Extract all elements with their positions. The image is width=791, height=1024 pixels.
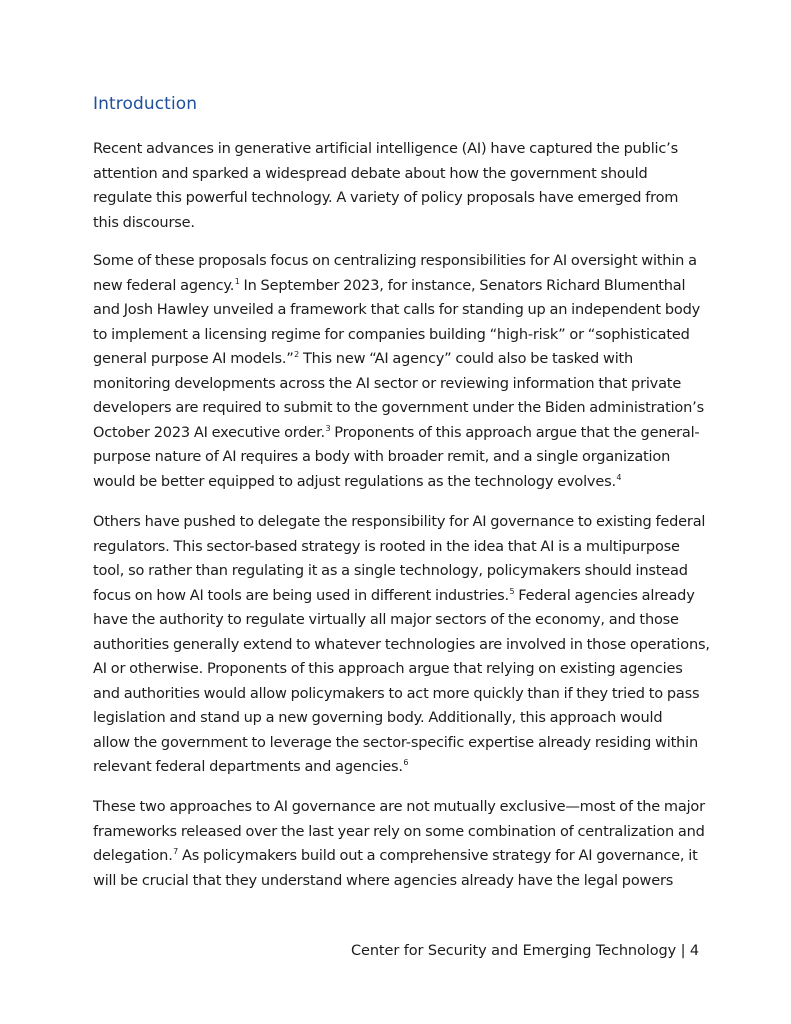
text-run: legislation and stand up a new governing body. Additionally, this approach would [93, 709, 663, 727]
text-run: would be better equipped to adjust regulations as the technology evolves. [93, 472, 616, 490]
text-run: monitoring developments across the AI sector or reviewing information that private [93, 374, 682, 392]
text-line [93, 421, 703, 446]
text-line [93, 633, 710, 658]
footnote-marker: 3 [325, 423, 331, 433]
text-run: this discourse. [93, 213, 195, 231]
text-run: purpose nature of AI requires a body with broader remit, and a single organization [93, 448, 671, 466]
text-run: Recent advances in generative artificial intelligence (AI) have captured the public’s [93, 140, 678, 157]
text-run: developers are required to submit to the government under the Biden administration’s [93, 399, 704, 417]
text-run: tool, so rather than regulating it as a single technology, policymakers should instead [93, 562, 688, 580]
footnote-marker: 1 [234, 276, 240, 286]
text-run: regulate this powerful technology. A variety of policy proposals have emerged from [93, 189, 679, 207]
text-line [93, 706, 703, 731]
footnote-marker: 5 [509, 586, 515, 596]
text-line [93, 869, 703, 894]
text-line [93, 820, 703, 845]
text-line [93, 298, 703, 323]
text-line [93, 682, 703, 707]
footnote-marker: 6 [403, 758, 409, 768]
page-footer: Center for Security and Emerging Technology | 4 [350, 943, 699, 959]
text-line [93, 162, 703, 187]
text-run: to implement a licensing regime for companies building “high-risk” or “sophisticated [93, 325, 690, 343]
text-line [93, 510, 706, 535]
text-run: new federal agency. [93, 276, 235, 294]
text-line [93, 731, 703, 756]
section-heading: Introduction [93, 94, 198, 114]
text-run: In September 2023, for instance, Senators Richard Blumenthal [239, 276, 686, 294]
text-run: Others have pushed to delegate the responsibility for AI governance to existing federal [93, 513, 706, 530]
text-run: focus on how AI tools are being used in different industries. [93, 586, 509, 604]
footnote-marker: 4 [616, 472, 622, 482]
paragraph-4 [93, 795, 703, 893]
text-line [93, 608, 703, 633]
text-run: These two approaches to AI governance are not mutually exclusive—most of the major [93, 798, 705, 815]
text-run: allow the government to leverage the sector-specific expertise already residing within [93, 733, 699, 751]
text-run: and authorities would allow policymakers to act more quickly than if they tried to pass [93, 684, 700, 702]
text-run: As policymakers build out a comprehensive strategy for AI governance, it [178, 847, 698, 865]
text-run: This new “AI agency” could also be tasked with [299, 350, 634, 368]
paragraph-2 [93, 249, 703, 494]
text-line [93, 795, 703, 820]
text-line [93, 844, 703, 869]
text-line [93, 323, 703, 348]
text-line [93, 559, 703, 584]
text-line [93, 445, 703, 470]
text-run: and Josh Hawley unveiled a framework that calls for standing up an independent body [93, 301, 701, 319]
text-run: attention and sparked a widespread debate about how the government should [93, 164, 648, 182]
text-line [93, 249, 703, 274]
text-line [93, 137, 703, 162]
text-line [93, 372, 703, 397]
text-line [93, 274, 703, 299]
text-run: relevant federal departments and agencies. [93, 758, 403, 776]
text-run: will be crucial that they understand where agencies already have the legal powers [93, 871, 674, 889]
text-run: frameworks released over the last year rely on some combination of centralization and [93, 822, 705, 840]
text-run: delegation. [93, 847, 173, 865]
text-run: AI or otherwise. Proponents of this approach argue that relying on existing agencies [93, 660, 683, 678]
paragraph-1 [93, 137, 703, 235]
text-run: Some of these proposals focus on centralizing responsibilities for AI oversight within a [93, 252, 697, 269]
footnote-marker: 7 [173, 847, 179, 857]
text-run: have the authority to regulate virtually all major sectors of the economy, and those [93, 611, 679, 629]
text-line [93, 211, 703, 236]
text-run: Proponents of this approach argue that the general- [330, 423, 700, 441]
text-line [93, 535, 703, 560]
text-line [93, 755, 703, 780]
paragraph-3 [93, 510, 710, 780]
text-line [93, 657, 703, 682]
text-line [93, 396, 703, 421]
text-run: authorities generally extend to whatever technologies are involved in those operations, [93, 635, 710, 653]
footnote-marker: 2 [294, 350, 300, 360]
text-line [93, 470, 703, 495]
text-run: October 2023 AI executive order. [93, 423, 325, 441]
text-line [93, 186, 703, 211]
text-run: regulators. This sector-based strategy is rooted in the idea that AI is a multipurpose [93, 537, 680, 555]
text-run: Federal agencies already [514, 586, 695, 604]
text-line [93, 347, 703, 372]
text-run: general purpose AI models.” [93, 350, 294, 368]
text-line [93, 584, 703, 609]
